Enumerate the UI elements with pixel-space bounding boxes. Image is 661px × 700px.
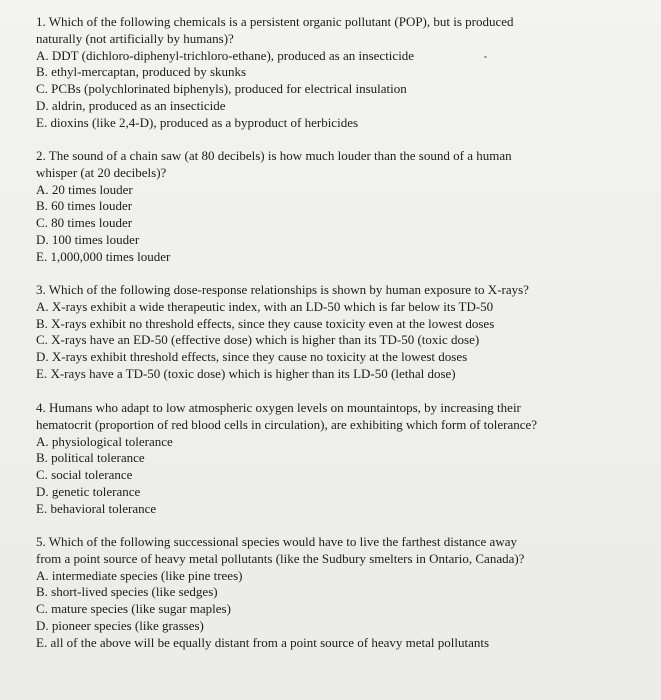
question-2	[36, 148, 512, 266]
question-5-option-e: E. all of the above will be equally distant from a point source of heavy metal pollutants	[36, 634, 490, 650]
question-4-option-e: E. behavioral tolerance	[36, 500, 157, 516]
question-4-stem-line-2: hematocrit (proportion of red blood cells in circulation), are exhibiting which form of tolerance?	[36, 416, 538, 432]
question-3-stem-line-1: 3. Which of the following dose-response relationships is shown by human exposure to X-rays?	[36, 282, 529, 297]
question-4-stem-line-1: 4. Humans who adapt to low atmospheric oxygen levels on mountaintops, by increasing their	[36, 400, 521, 415]
question-3-option-c: C. X-rays have an ED-50 (effective dose) which is higher than its TD-50 (toxic dose)	[36, 332, 480, 348]
question-5	[36, 534, 524, 652]
question-5-option-c: C. mature species (like sugar maples)	[36, 601, 231, 617]
question-4-option-b: B. political tolerance	[36, 450, 145, 466]
question-2-option-b: B. 60 times louder	[36, 198, 133, 214]
question-1-option-c: C. PCBs (polychlorinated biphenyls), produced for electrical insulation	[36, 81, 407, 97]
question-2-stem-line-1: 2. The sound of a chain saw (at 80 decibels) is how much louder than the sound of a human	[36, 148, 512, 163]
question-1-option-d: D. aldrin, produced as an insecticide	[36, 97, 226, 113]
question-1	[36, 14, 514, 132]
question-1-option-e: E. dioxins (like 2,4-D), produced as a byproduct of herbicides	[36, 114, 359, 130]
question-3	[36, 282, 529, 383]
question-3-option-b: B. X-rays exhibit no threshold effects, since they cause toxicity even at the lowest doses	[36, 315, 495, 331]
question-2-option-d: D. 100 times louder	[36, 231, 140, 247]
question-4-option-d: D. genetic tolerance	[36, 483, 141, 499]
question-2-option-c: C. 80 times louder	[36, 215, 133, 231]
question-4	[36, 400, 537, 518]
question-5-option-b: B. short-lived species (like sedges)	[36, 584, 218, 600]
question-1-option-a: A. DDT (dichloro-diphenyl-trichloro-ethane), produced as an insecticide	[36, 47, 415, 63]
question-3-option-d: D. X-rays exhibit threshold effects, since they cause no toxicity at the lowest doses	[36, 349, 468, 365]
question-4-option-a: A. physiological tolerance	[36, 433, 173, 449]
question-5-option-d: D. pioneer species (like grasses)	[36, 617, 204, 633]
question-5-stem-line-1: 5. Which of the following successional species would have to live the farthest distance away	[36, 534, 517, 549]
question-1-stem-line-1: 1. Which of the following chemicals is a persistent organic pollutant (POP), but is produced	[36, 14, 514, 29]
question-2-option-a: A. 20 times louder	[36, 181, 133, 197]
question-5-option-a: A. intermediate species (like pine trees)	[36, 567, 243, 583]
question-5-stem-line-2: from a point source of heavy metal pollutants (like the Sudbury smelters in Ontario, Canada)?	[36, 550, 525, 566]
question-2-option-e: E. 1,000,000 times louder	[36, 248, 171, 264]
question-3-option-a: A. X-rays exhibit a wide therapeutic index, with an LD-50 which is far below its TD-50	[36, 298, 494, 314]
stray-mark	[484, 56, 487, 58]
question-3-option-e: E. X-rays have a TD-50 (toxic dose) which is higher than its LD-50 (lethal dose)	[36, 365, 456, 381]
question-4-option-c: C. social tolerance	[36, 467, 133, 483]
question-1-option-b: B. ethyl-mercaptan, produced by skunks	[36, 64, 247, 80]
question-2-stem-line-2: whisper (at 20 decibels)?	[36, 164, 167, 180]
question-1-stem-line-2: naturally (not artificially by humans)?	[36, 30, 234, 46]
